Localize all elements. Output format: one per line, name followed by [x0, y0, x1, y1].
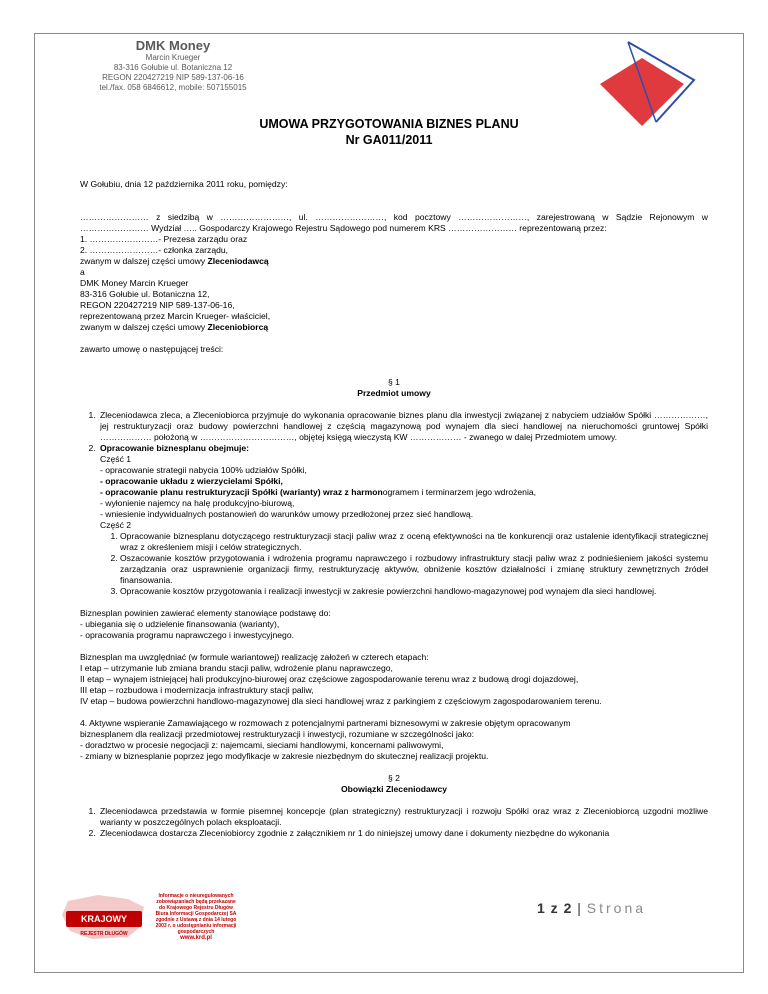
company-logo-icon: [600, 36, 700, 128]
letterhead: [35, 34, 311, 93]
krd-brand: KRAJOWY: [80, 914, 128, 924]
page-number: 1 z 2 | Strona: [537, 900, 647, 916]
list-item: 2. Oszacowanie kosztów przygotowania i wdrożenia programu naprawczego i rozbudowy infrastruktury stacji paliw wraz z podnieśieniem jakości systemu zarządzania oraz usprawnienie organizacji firmy, restrukturyzację aktywów, obniżenie kosztów działalności i zmianę struktury zewnętrznych źródeł finansowania.: [120, 553, 708, 586]
party2-called: zwanym w dalszej części umowy Zleceniobiorcą: [80, 322, 269, 332]
party1-rep2: 2. ……………………- członka zarządu,: [80, 245, 229, 255]
and-word: a: [80, 267, 85, 277]
contract-body: [80, 179, 708, 839]
elements-a: - ubiegania się o udzielenie finansowania (warianty),: [80, 619, 280, 629]
section1-heading: Przedmiot umowy: [357, 388, 431, 398]
section2-heading: Obowiązki Zleceniodawcy: [340, 784, 448, 794]
list-item: 1. Zleceniodawca przedstawia w formie pisemnej koncepcje (plan strategiczny) restrukturyzacji i rozwoju Spółki oraz wraz z Zleceniobiorcą uzgodni możliwe warianty w poszczególnych polach eksploatacji.: [98, 806, 708, 828]
krd-info: Informacje o nieuregulowanych zobowiązaniach będą przekazane do Krajowego Rejestru Długów Biura Informacji Gospodarczej SA zgodnie z Ustawą z dnia 14 lutego 2003 r. o udostępnianiu informacji gospodarczych www.krd.pl: [155, 893, 237, 941]
document-title: UMOWA PRZYGOTOWANIA BIZNES PLANU: [259, 117, 519, 131]
stages-intro: Biznesplan ma uwzględniać (w formule wariantowej) realizację założeń w czterech etapach:: [80, 652, 429, 662]
concluded-line: zawarto umowę o następującej treści:: [80, 344, 224, 354]
section1-list: [80, 410, 708, 597]
party2-name: DMK Money Marcin Krueger: [80, 278, 189, 288]
section1-number: § 1: [388, 377, 400, 387]
letterhead-line: 83-316 Gołubie ul. Botaniczna 12: [113, 63, 233, 72]
support-line: - doradztwo w procesie negocjacji z: najemcami, sieciami handlowymi, koncernami paliwowymi,: [80, 740, 444, 750]
document-page: [34, 33, 744, 973]
intro-line: W Gołubiu, dnia 12 października 2011 roku, pomiędzy:: [80, 179, 288, 189]
list-item: 2. Zleceniodawca dostarcza Zleceniobiorcy zgodnie z załącznikiem nr 1 do niniejszej umowy dane i dokumenty niezbędne do wykonania: [98, 828, 708, 839]
party2-ids: REGON 220427219 NIP 589-137-06-16,: [80, 300, 235, 310]
stage-3: III etap – rozbudowa i modernizacja infrastruktury stacji paliw,: [80, 685, 314, 695]
elements-intro: Biznesplan powinien zawierać elementy stanowiące podstawę do:: [80, 608, 331, 618]
krd-subtitle: REJESTR DŁUGÓW: [80, 931, 128, 937]
party2-rep: reprezentowaną przez Marcin Krueger- właściciel,: [80, 311, 271, 321]
support-line: - zmiany w biznesplanie poprzez jego modyfikacje w zakresie niezbędnym do skutecznej realizacji projektu.: [80, 751, 489, 761]
document-number: Nr GA011/2011: [345, 133, 433, 147]
elements-b: - opracowania programu naprawczego i inwestycyjnego.: [80, 630, 295, 640]
section2-list: [80, 806, 708, 839]
letterhead-line: tel./fax. 058 6846612, mobile: 507155015: [99, 83, 247, 92]
party2-address: 83-316 Gołubie ul. Botaniczna 12,: [80, 289, 210, 299]
stage-1: I etap – utrzymanie lub zmiana brandu stacji paliw, wdrożenie planu naprawczego,: [80, 663, 393, 673]
stage-4: IV etap – budowa powierzchni handlowo-magazynowej dla sieci handlowej wraz z parkingiem z częściowym zagospodarowaniem terenu.: [80, 696, 602, 706]
support-line: 4. Aktywne wspieranie Zamawiającego w rozmowach z potencjalnymi partnerami biznesowymi w zakresie objętym opracowanym: [80, 718, 571, 728]
company-name: DMK Money: [135, 38, 211, 53]
section2-number: § 2: [388, 773, 400, 783]
letterhead-line: Marcin Krueger: [145, 53, 201, 62]
krd-badge: [58, 893, 238, 941]
krd-url: www.krd.pl: [180, 935, 212, 941]
support-line: biznesplanem dla realizacji przedmiotowej restrukturyzacji i inwestycji, rozumiane w szczególności jako:: [80, 729, 475, 739]
list-item: 3. Opracowanie kosztów przygotowania i realizacji inwestycji w zakresie powierzchni handlowo-magazynowej pod wynajem dla sieci handlowej.: [120, 586, 708, 597]
letterhead-line: REGON 220427219 NIP 589-137-06-16: [102, 73, 244, 82]
party1-description: …………………… z siedzibą w ……………………, ul. ……………………, kod pocztowy ……………………, zarejestrowaną w Sądzie Rejonowym w …………………… Wydział ….. Gospodarczy Krajowego Rejestru Sądowego pod numerem KRS …………………… reprezentowaną przez:: [80, 212, 708, 233]
krd-map-icon: [58, 893, 150, 941]
stage-2: II etap – wynajem istniejącej hali produkcyjno-biurowej oraz częściowe zagospodarowanie terenu wraz z budową drogi dojazdowej,: [80, 674, 579, 684]
party1-rep1: 1. ……………………- Prezesa zarządu oraz: [80, 234, 248, 244]
part2-list: [100, 531, 708, 597]
party1-called: zwanym w dalszej części umowy Zleceniodawcą: [80, 256, 269, 266]
list-item: 1. Opracowanie biznesplanu dotyczącego restrukturyzacji stacji paliw wraz z oceną efektywności na tle konkurencji oraz ustalenie identyfikacji strategicznej wraz z określeniem misji i celów strategicznych.: [120, 531, 708, 553]
list-item: 1. Zleceniodawca zleca, a Zleceniobiorca przyjmuje do wykonania opracowanie biznes planu dla inwestycji związanej z nabyciem udziałów Spółki ………………, jej restrukturyzacji oraz budowy powierzchni handlowej z częścią magazynową pod wynajem dla sieci handlowej na nieruchomości gruntowej Spółki ……………… położoną w ……………………………, objętej księgą wieczystą KW ……………… - zwanego w dalej Przedmiotem umowy.: [98, 410, 708, 443]
list-item: 2. Opracowanie biznesplanu obejmuje: Część 1 - opracowanie strategii nabycia 100% udziałów Spółki, - opracowanie układu z wierzycielami Spółki, - opracowanie planu restrukturyzacji Spółki (warianty) wraz z harmonogramem i terminarzem jego wdrożenia, - wyłonienie najemcy na halę produkcyjno-biurową, - wniesienie indywidualnych postanowień do warunków umowy przedłożonej przez sieć handlową. Część 2 1. Opracowanie biznesplanu dotyczącego restrukturyzacji stacji paliw wraz z oceną efektywności na tle konkurencji oraz ustalenie identyfikacji strategicznej wraz z określeniem misji i celów strategicznych. 2. Oszacowanie kosztów przygotowania i wdrożenia programu naprawczego i rozbudowy infrastruktury stacji paliw wraz z podnieśieniem jakości systemu zarządzania oraz usprawnienie organizacji firmy, restrukturyzację aktywów, obniżenie kosztów działalności i zmianę struktury zewnętrznych źródeł finansowania. 3. Opracowanie kosztów przygotowania i realizacji inwestycji w zakresie powierzchni handlowo-magazynowej pod wynajem dla sieci handlowej.: [98, 443, 708, 597]
